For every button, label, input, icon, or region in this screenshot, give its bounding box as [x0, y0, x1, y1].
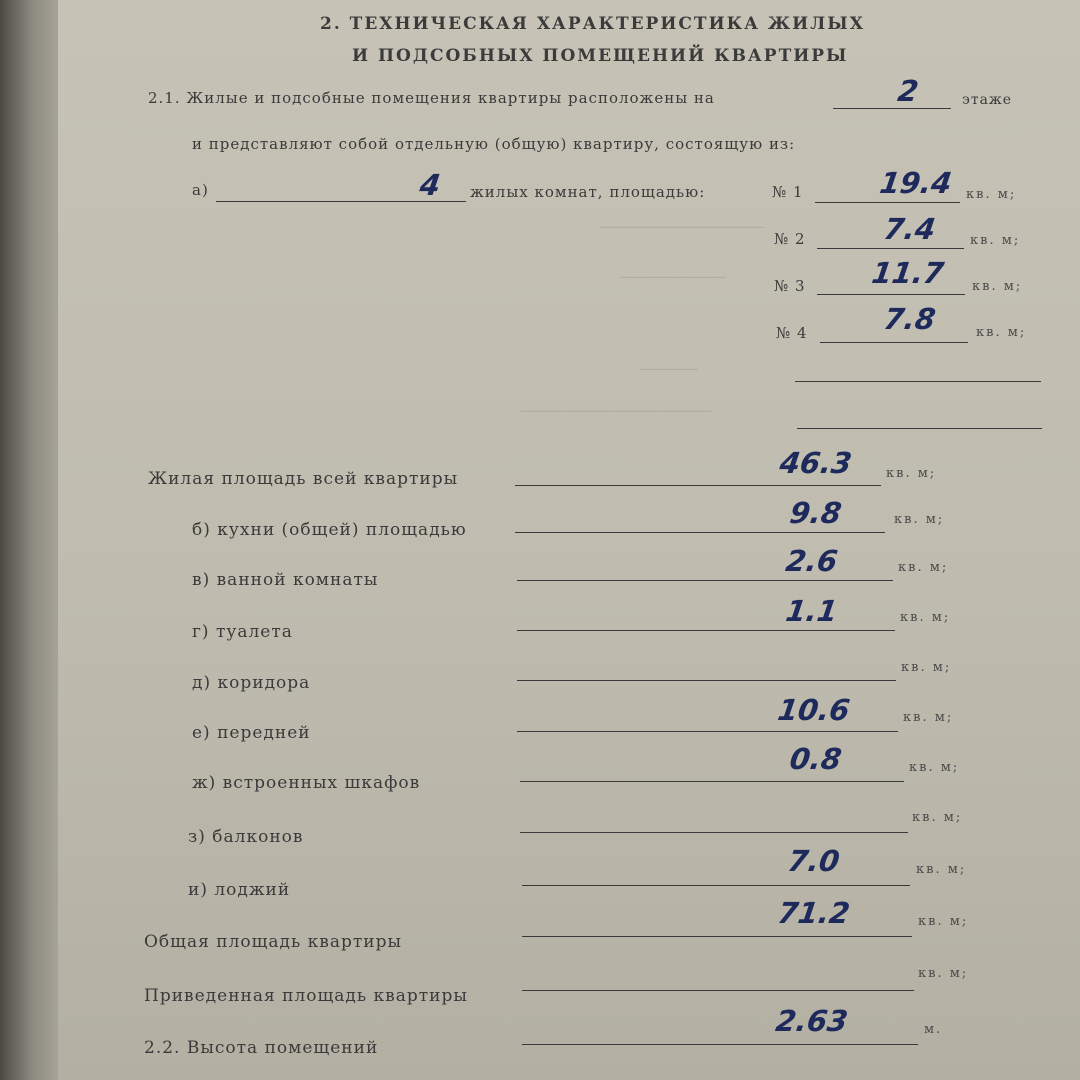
- corridor-line: [517, 680, 896, 681]
- total-area-label: Общая площадь квартиры: [144, 932, 403, 952]
- ceiling-height-line: [522, 1044, 918, 1045]
- binding-edge: [0, 0, 58, 1080]
- living-area-label: Жилая площадь всей квартиры: [148, 469, 459, 489]
- extra-room-line-2: [797, 428, 1042, 429]
- living-area-line: [515, 485, 881, 486]
- balconies-line: [520, 832, 908, 833]
- toilet-line: [517, 630, 895, 631]
- loggias-line: [522, 885, 910, 886]
- toilet-label: г) туалета: [192, 622, 293, 642]
- total-area-line: [522, 936, 912, 937]
- loggias-unit: кв. м;: [916, 862, 967, 877]
- room-2-value: 7.4: [881, 212, 938, 246]
- room-4-line: [820, 342, 968, 343]
- rooms-text: жилых комнат, площадью:: [470, 183, 706, 201]
- room-1-value: 19.4: [877, 166, 954, 200]
- floor-value: 2: [895, 74, 921, 108]
- bathroom-value: 2.6: [783, 544, 840, 578]
- item-2-1-text2: и представляют собой отдельную (общую) квартиру, состоящую из:: [192, 135, 796, 153]
- closets-value: 0.8: [787, 742, 844, 776]
- loggias-value: 7.0: [785, 844, 842, 878]
- bathroom-unit: кв. м;: [898, 560, 949, 575]
- reduced-area-label: Приведенная площадь квартиры: [144, 986, 468, 1006]
- floor-field-line: [833, 108, 951, 109]
- room-2-label: № 2: [774, 230, 806, 248]
- closets-line: [520, 781, 904, 782]
- room-4-label: № 4: [776, 324, 808, 342]
- bathroom-label: в) ванной комнаты: [192, 570, 379, 590]
- hall-value: 10.6: [775, 693, 852, 727]
- room-3-unit: кв. м;: [972, 279, 1023, 294]
- kitchen-line: [515, 532, 885, 533]
- floor-suffix: этаже: [962, 92, 1013, 108]
- hall-label: е) передней: [192, 723, 311, 743]
- corridor-unit: кв. м;: [901, 660, 952, 675]
- living-area-unit: кв. м;: [886, 466, 937, 481]
- toilet-unit: кв. м;: [900, 610, 951, 625]
- reduced-area-unit: кв. м;: [918, 966, 969, 981]
- room-2-unit: кв. м;: [970, 233, 1021, 248]
- room-3-value: 11.7: [869, 256, 946, 290]
- balconies-unit: кв. м;: [912, 810, 963, 825]
- hall-line: [517, 731, 898, 732]
- item-2-1-text: 2.1. Жилые и подсобные помещения квартиры расположены на: [148, 89, 715, 107]
- extra-room-line-1: [795, 381, 1041, 382]
- closets-unit: кв. м;: [909, 760, 960, 775]
- room-1-unit: кв. м;: [966, 187, 1017, 202]
- hall-unit: кв. м;: [903, 710, 954, 725]
- ceiling-height-label: 2.2. Высота помещений: [144, 1038, 379, 1058]
- room-3-label: № 3: [774, 277, 806, 295]
- room-1-line: [815, 202, 960, 203]
- total-area-value: 71.2: [775, 896, 852, 930]
- room-2-line: [817, 248, 964, 249]
- kitchen-label: б) кухни (общей) площадью: [192, 520, 467, 540]
- total-area-unit: кв. м;: [918, 914, 969, 929]
- ceiling-height-value: 2.63: [773, 1004, 850, 1038]
- toilet-value: 1.1: [783, 594, 840, 628]
- corridor-label: д) коридора: [192, 673, 311, 693]
- kitchen-value: 9.8: [787, 496, 844, 530]
- closets-label: ж) встроенных шкафов: [192, 773, 421, 793]
- balconies-label: з) балконов: [188, 827, 304, 847]
- reduced-area-line: [522, 990, 914, 991]
- kitchen-unit: кв. м;: [894, 512, 945, 527]
- rooms-count-value: 4: [417, 168, 443, 202]
- bathroom-line: [517, 580, 893, 581]
- ceiling-height-unit: м.: [924, 1022, 943, 1037]
- section-title-line1: 2. ТЕХНИЧЕСКАЯ ХАРАКТЕРИСТИКА ЖИЛЫХ: [320, 14, 865, 34]
- section-title-line2: И ПОДСОБНЫХ ПОМЕЩЕНИЙ КВАРТИРЫ: [352, 46, 849, 66]
- a-prefix: а): [192, 181, 209, 199]
- room-3-line: [817, 294, 965, 295]
- room-4-unit: кв. м;: [976, 325, 1027, 340]
- room-1-label: № 1: [772, 183, 804, 201]
- room-4-value: 7.8: [881, 302, 938, 336]
- loggias-label: и) лоджий: [188, 880, 291, 900]
- living-area-value: 46.3: [777, 446, 854, 480]
